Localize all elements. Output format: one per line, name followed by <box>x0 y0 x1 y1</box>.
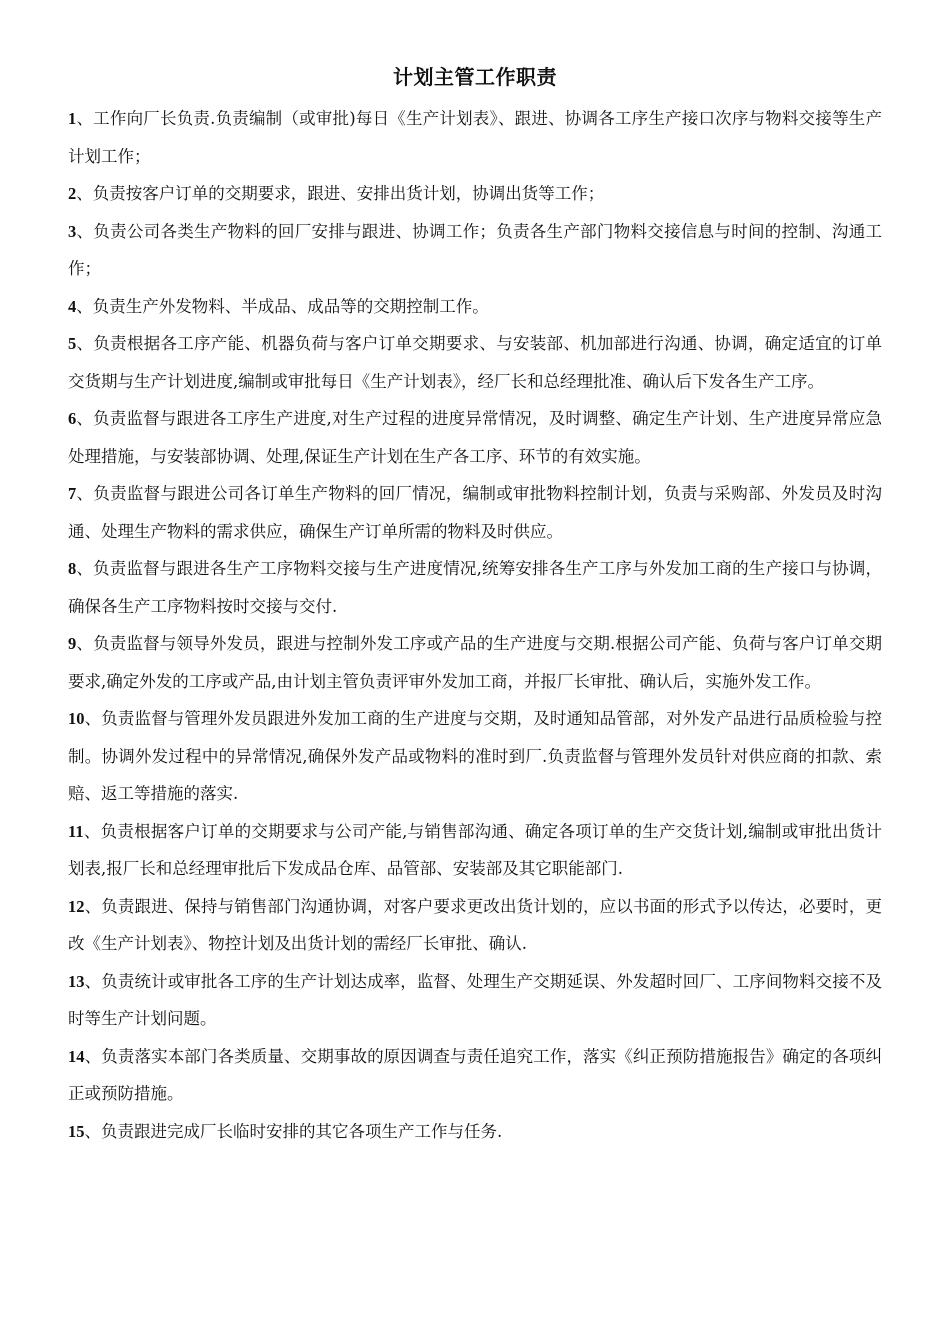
duty-item-13 <box>68 963 882 1038</box>
item-number: 3 <box>68 221 77 241</box>
item-text: 负责公司各类生产物料的回厂安排与跟进、协调工作；负责各生产部门物料交接信息与时间的控制、沟通工作； <box>68 221 883 278</box>
item-separator: 、 <box>76 184 93 203</box>
duty-item-8 <box>68 550 882 625</box>
item-text: 负责生产外发物料、半成品、成品等的交期控制工作。 <box>92 296 489 316</box>
item-text: 负责监督与跟进公司各订单生产物料的回厂情况，编制或审批物料控制计划，负责与采购部、外发员及时沟通、处理生产物料的需求供应，确保生产订单所需的物料及时供应。 <box>68 484 883 541</box>
item-number: 2 <box>68 184 77 203</box>
duty-item-14 <box>68 1038 882 1113</box>
item-text: 负责按客户订单的交期要求，跟进、安排出货计划，协调出货等工作； <box>92 184 605 203</box>
duty-item-4 <box>68 288 882 326</box>
item-text: 负责监督与跟进各工序生产进度,对生产过程的进度异常情况，及时调整、确定生产计划、生产进度异常应急处理措施，与安装部协调、处理,保证生产计划在生产各工序、环节的有效实施。 <box>68 409 883 466</box>
duty-item-6 <box>68 400 882 475</box>
item-number: 15 <box>68 1121 85 1141</box>
item-text: 负责监督与跟进各生产工序物料交接与生产进度情况,统筹安排各生产工序与外发加工商的生产接口与协调，确保各生产工序物料按时交接与交付. <box>68 559 883 616</box>
item-text: 负责跟进完成厂长临时安排的其它各项生产工作与任务. <box>101 1121 503 1141</box>
item-separator: 、 <box>84 1046 102 1066</box>
item-text: 负责根据客户订单的交期要求与公司产能,与销售部沟通、确定各项订单的生产交货计划,编制或审批出货计划表,报厂长和总经理审批后下发成品仓库、品管部、安装部及其它职能部门. <box>68 821 882 878</box>
item-separator: 、 <box>76 221 94 241</box>
item-separator: 、 <box>76 334 94 353</box>
document-page <box>68 58 882 1150</box>
item-text: 负责根据各工序产能、机器负荷与客户订单交期要求、与安装部、机加部进行沟通、协调，确定适宜的订单交货期与生产计划进度,编制或审批每日《生产计划表》，经厂长和总经理批准、确认后下发各生产工序。 <box>68 334 883 391</box>
duty-item-1 <box>68 100 882 175</box>
item-separator: 、 <box>84 896 102 916</box>
item-separator: 、 <box>84 971 102 991</box>
item-text: 负责跟进、保持与销售部门沟通协调，对客户要求更改出货计划的，应以书面的形式予以传达，必要时，更改《生产计划表》、物控计划及出货计划的需经厂长审批、确认. <box>68 896 883 953</box>
duty-item-3 <box>68 213 882 288</box>
duty-item-10 <box>68 700 882 813</box>
item-number: 4 <box>68 296 77 316</box>
item-number: 7 <box>68 484 77 503</box>
item-number: 1 <box>68 109 77 128</box>
duty-item-12 <box>68 888 882 963</box>
item-number: 12 <box>68 896 85 916</box>
item-text: 负责监督与领导外发员，跟进与控制外发工序或产品的生产进度与交期.根据公司产能、负荷与客户订单交期要求,确定外发的工序或产品,由计划主管负责评审外发加工商，并报厂长审批、确认后，实施外发工作。 <box>68 634 883 691</box>
item-number: 5 <box>68 334 77 353</box>
item-separator: 、 <box>76 634 94 653</box>
item-separator: 、 <box>84 1121 101 1141</box>
item-number: 13 <box>68 971 85 991</box>
item-separator: 、 <box>76 109 94 128</box>
item-number: 8 <box>68 559 77 578</box>
duty-item-9 <box>68 625 882 700</box>
item-text: 负责统计或审批各工序的生产计划达成率，监督、处理生产交期延误、外发超时回厂、工序间物料交接不及时等生产计划问题。 <box>68 971 883 1028</box>
duty-item-11 <box>68 813 882 888</box>
duty-list <box>68 100 882 1150</box>
item-number: 10 <box>68 709 85 728</box>
item-number: 9 <box>68 634 77 653</box>
duty-item-5 <box>68 325 882 400</box>
item-text: 负责落实本部门各类质量、交期事故的原因调查与责任追究工作，落实《纠正预防措施报告》确定的各项纠正或预防措施。 <box>68 1046 883 1103</box>
item-separator: 、 <box>76 559 94 578</box>
item-separator: 、 <box>76 484 94 503</box>
duty-item-7 <box>68 475 882 550</box>
item-number: 14 <box>68 1046 85 1066</box>
item-text: 工作向厂长负责.负责编制（或审批)每日《生产计划表》、跟进、协调各工序生产接口次序与物料交接等生产计划工作； <box>68 109 883 166</box>
item-separator: 、 <box>76 296 93 316</box>
duty-item-15 <box>68 1113 882 1151</box>
item-separator: 、 <box>84 709 102 728</box>
document-title: 计划主管工作职责 <box>393 65 557 89</box>
duty-item-2 <box>68 175 882 213</box>
item-text: 负责监督与管理外发员跟进外发加工商的生产进度与交期，及时通知品管部，对外发产品进行品质检验与控制。协调外发过程中的异常情况,确保外发产品或物料的准时到厂.负责监督与管理外发员针对供应商的扣款、索赔、返工等措施的落实. <box>68 709 883 803</box>
item-separator: 、 <box>83 821 101 841</box>
item-number: 11 <box>68 821 84 841</box>
item-number: 6 <box>68 409 77 428</box>
item-separator: 、 <box>76 409 94 428</box>
